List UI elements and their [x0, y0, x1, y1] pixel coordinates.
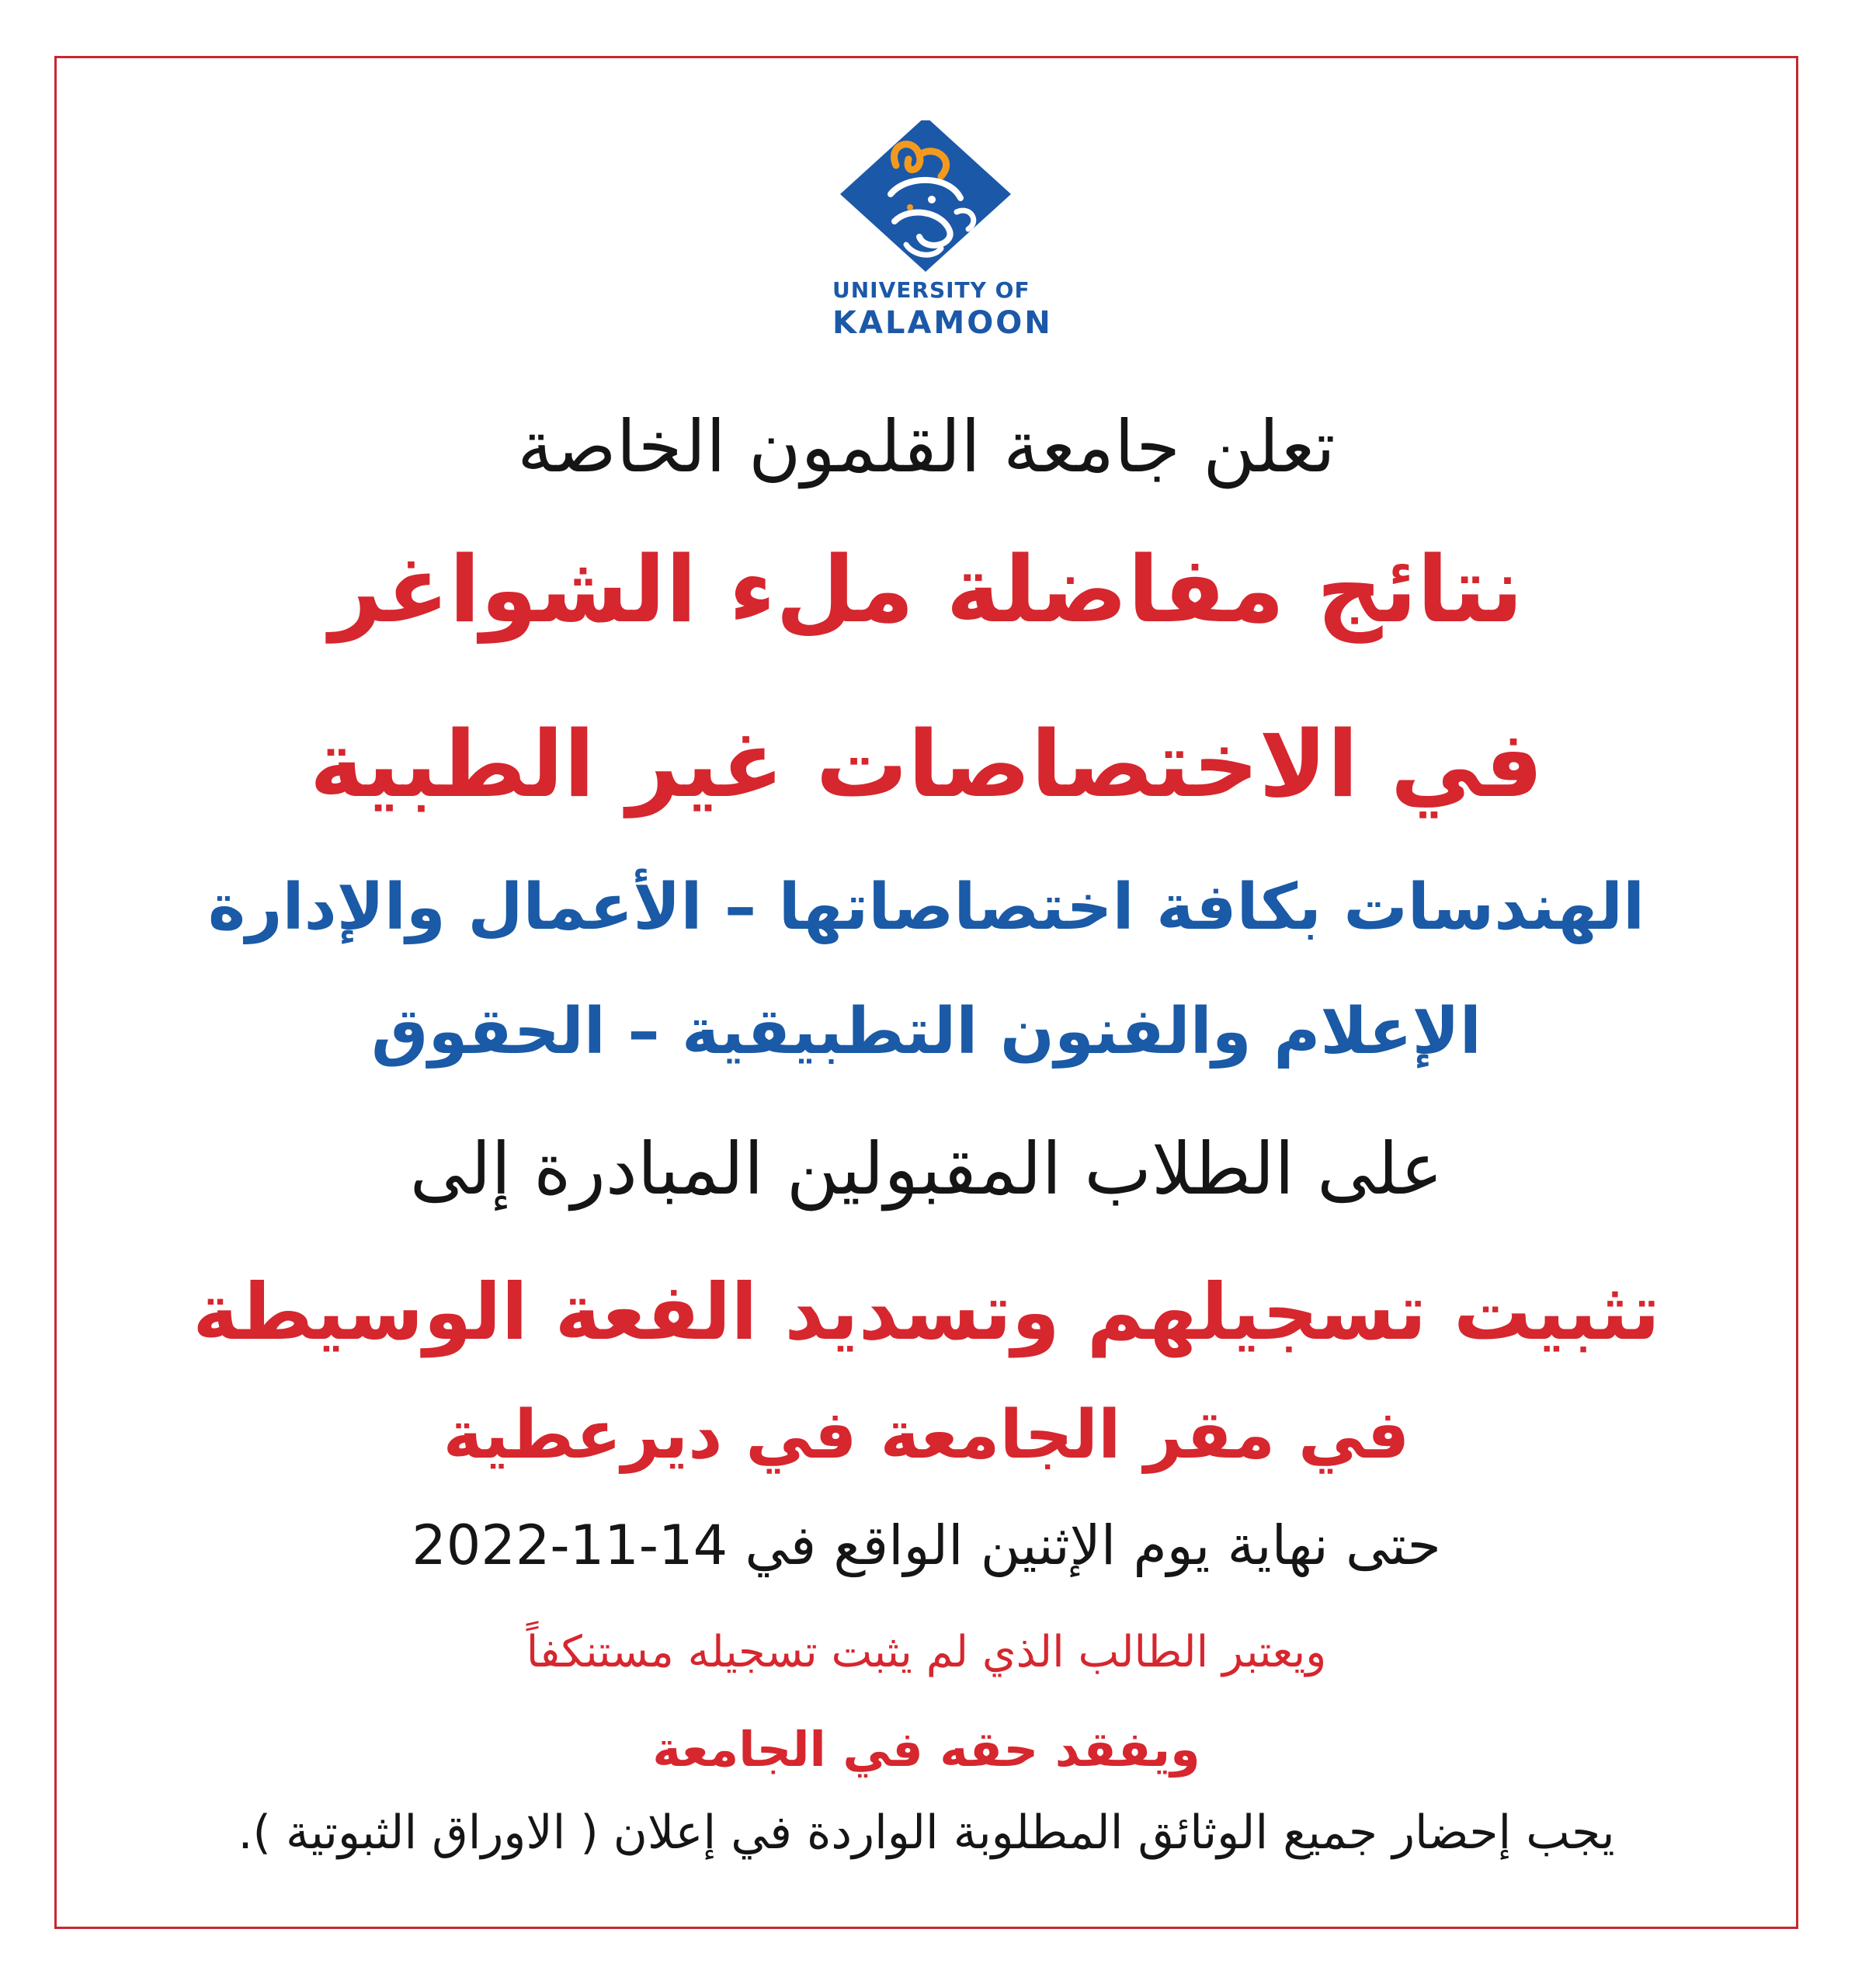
logo-text-university-of: UNIVERSITY OF: [832, 277, 1030, 303]
warning-line-1: ويعتبر الطالب الذي لم يثبت تسجيله مستنكفاً: [526, 1627, 1327, 1677]
deadline-text: حتى نهاية يوم الإثنين الواقع في 14-11-2022: [412, 1514, 1441, 1577]
logo-emblem-icon: [832, 120, 1019, 276]
university-logo: [832, 120, 1053, 346]
instruction-text: على الطلاب المقبولين المبادرة إلى: [409, 1128, 1443, 1211]
headline-line-1: نتائج مفاضلة ملء الشواغر: [329, 536, 1523, 643]
programs-line-2: الإعلام والفنون التطبيقية – الحقوق: [371, 995, 1482, 1069]
warning-line-2: ويفقد حقه في الجامعة: [652, 1721, 1200, 1778]
documents-note: يجب إحضار جميع الوثائق المطلوبة الواردة في إعلان ( الاوراق الثبوتية ).: [238, 1806, 1615, 1860]
programs-line-1: الهندسات بكافة اختصاصاتها – الأعمال والإدارة: [207, 871, 1645, 944]
logo-text-kalamoon: KALAMOON: [832, 305, 1053, 341]
action-text: تثبيت تسجيلهم وتسديد الفعة الوسيطة: [193, 1267, 1660, 1357]
location-text: في مقر الجامعة في ديرعطية: [443, 1396, 1410, 1474]
intro-text: تعلن جامعة القلمون الخاصة: [517, 405, 1336, 488]
headline-line-2: في الاختصاصات غير الطبية: [309, 711, 1544, 818]
